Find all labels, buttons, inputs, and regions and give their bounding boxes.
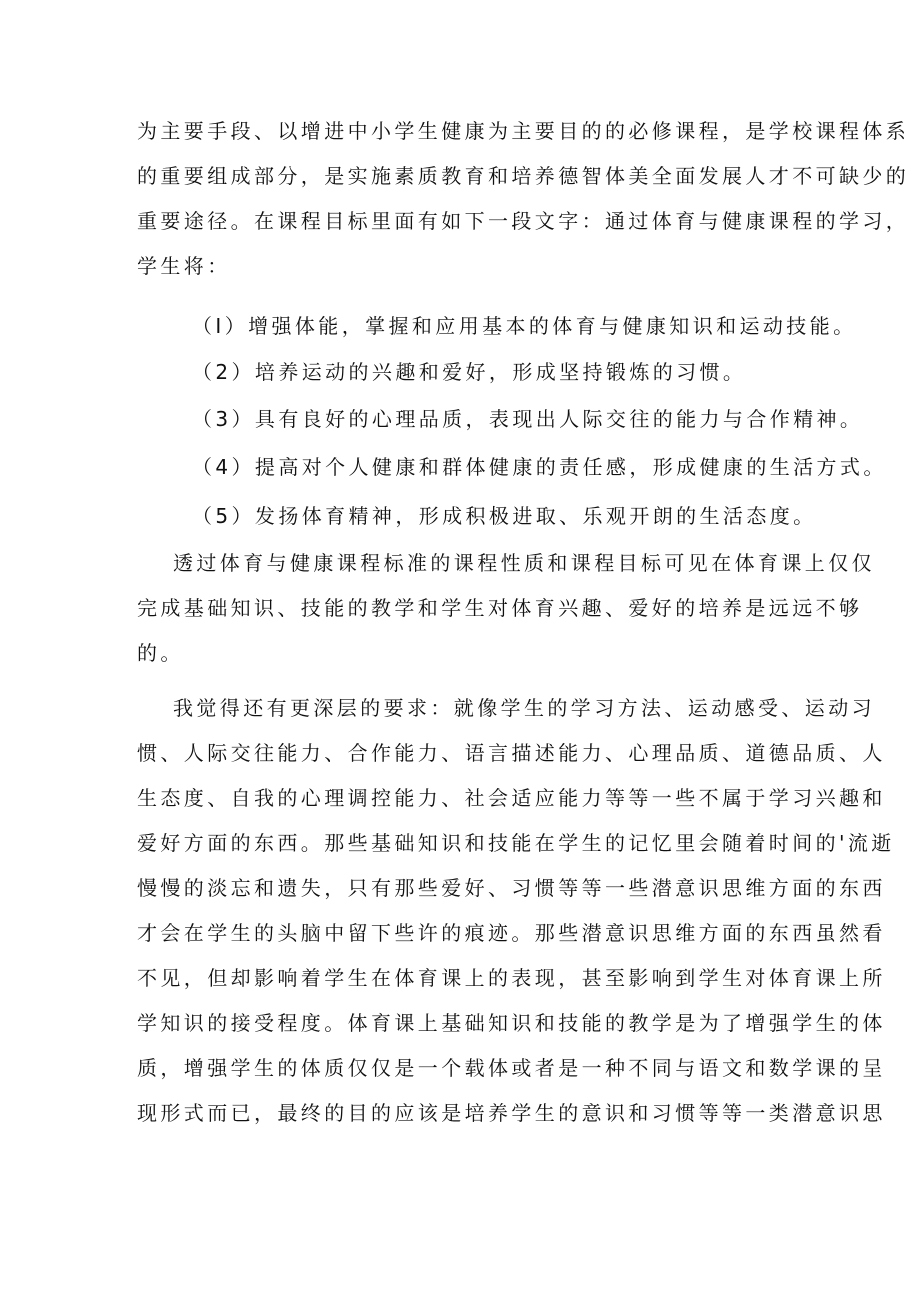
paragraph-line: 生态度、自我的心理调控能力、社会适应能力等等一些不属于学习兴趣和 xyxy=(137,786,886,810)
goal-item-5: （5）发扬体育精神，形成积极进取、乐观开朗的生活态度。 xyxy=(192,504,817,528)
goal-item-1: （I）增强体能，掌握和应用基本的体育与健康知识和运动技能。 xyxy=(192,314,857,338)
paragraph-line: 的。 xyxy=(137,641,184,665)
paragraph-line: 爱好方面的东西。那些基础知识和技能在学生的记忆里会随着时间的'流逝 xyxy=(137,831,895,855)
paragraph-line: 现形式而已，最终的目的应该是培养学生的意识和习惯等等一类潜意识思 xyxy=(137,1101,886,1125)
paragraph-line: 透过体育与健康课程标准的课程性质和课程目标可见在体育课上仅仅 xyxy=(173,551,875,575)
paragraph-line: 学生将： xyxy=(137,254,231,278)
paragraph-line: 我觉得还有更深层的要求：就像学生的学习方法、运动感受、运动习 xyxy=(173,696,875,720)
paragraph-line: 才会在学生的头脑中留下些许的痕迹。那些潜意识思维方面的东西虽然看 xyxy=(137,921,886,945)
paragraph-line: 不见，但却影响着学生在体育课上的表现，甚至影响到学生对体育课上所 xyxy=(137,966,886,990)
paragraph-line: 重要途径。在课程目标里面有如下一段文字：通过体育与健康课程的学习， xyxy=(137,209,910,233)
paragraph-line: 学知识的接受程度。体育课上基础知识和技能的教学是为了增强学生的体 xyxy=(137,1011,886,1035)
paragraph-line: 为主要手段、以增进中小学生健康为主要目的的必修课程，是学校课程体系 xyxy=(137,119,910,143)
paragraph-line: 慢慢的淡忘和遗失，只有那些爱好、习惯等等一些潜意识思维方面的东西 xyxy=(137,876,886,900)
goal-item-4: （4）提高对个人健康和群体健康的责任感，形成健康的生活方式。 xyxy=(192,455,887,479)
paragraph-line: 质，增强学生的体质仅仅是一个载体或者是一种不同与语文和数学课的呈 xyxy=(137,1056,886,1080)
paragraph-line: 完成基础知识、技能的教学和学生对体育兴趣、爱好的培养是远远不够 xyxy=(137,596,863,620)
paragraph-line: 惯、人际交往能力、合作能力、语言描述能力、心理品质、道德品质、人 xyxy=(137,741,886,765)
paragraph-line: 的重要组成部分，是实施素质教育和培养德智体美全面发展人才不可缺少的 xyxy=(137,164,910,188)
goal-item-2: （2）培养运动的兴趣和爱好，形成坚持锻炼的习惯。 xyxy=(192,360,747,384)
goal-item-3: （3）具有良好的心理品质，表现出人际交往的能力与合作精神。 xyxy=(192,407,864,431)
